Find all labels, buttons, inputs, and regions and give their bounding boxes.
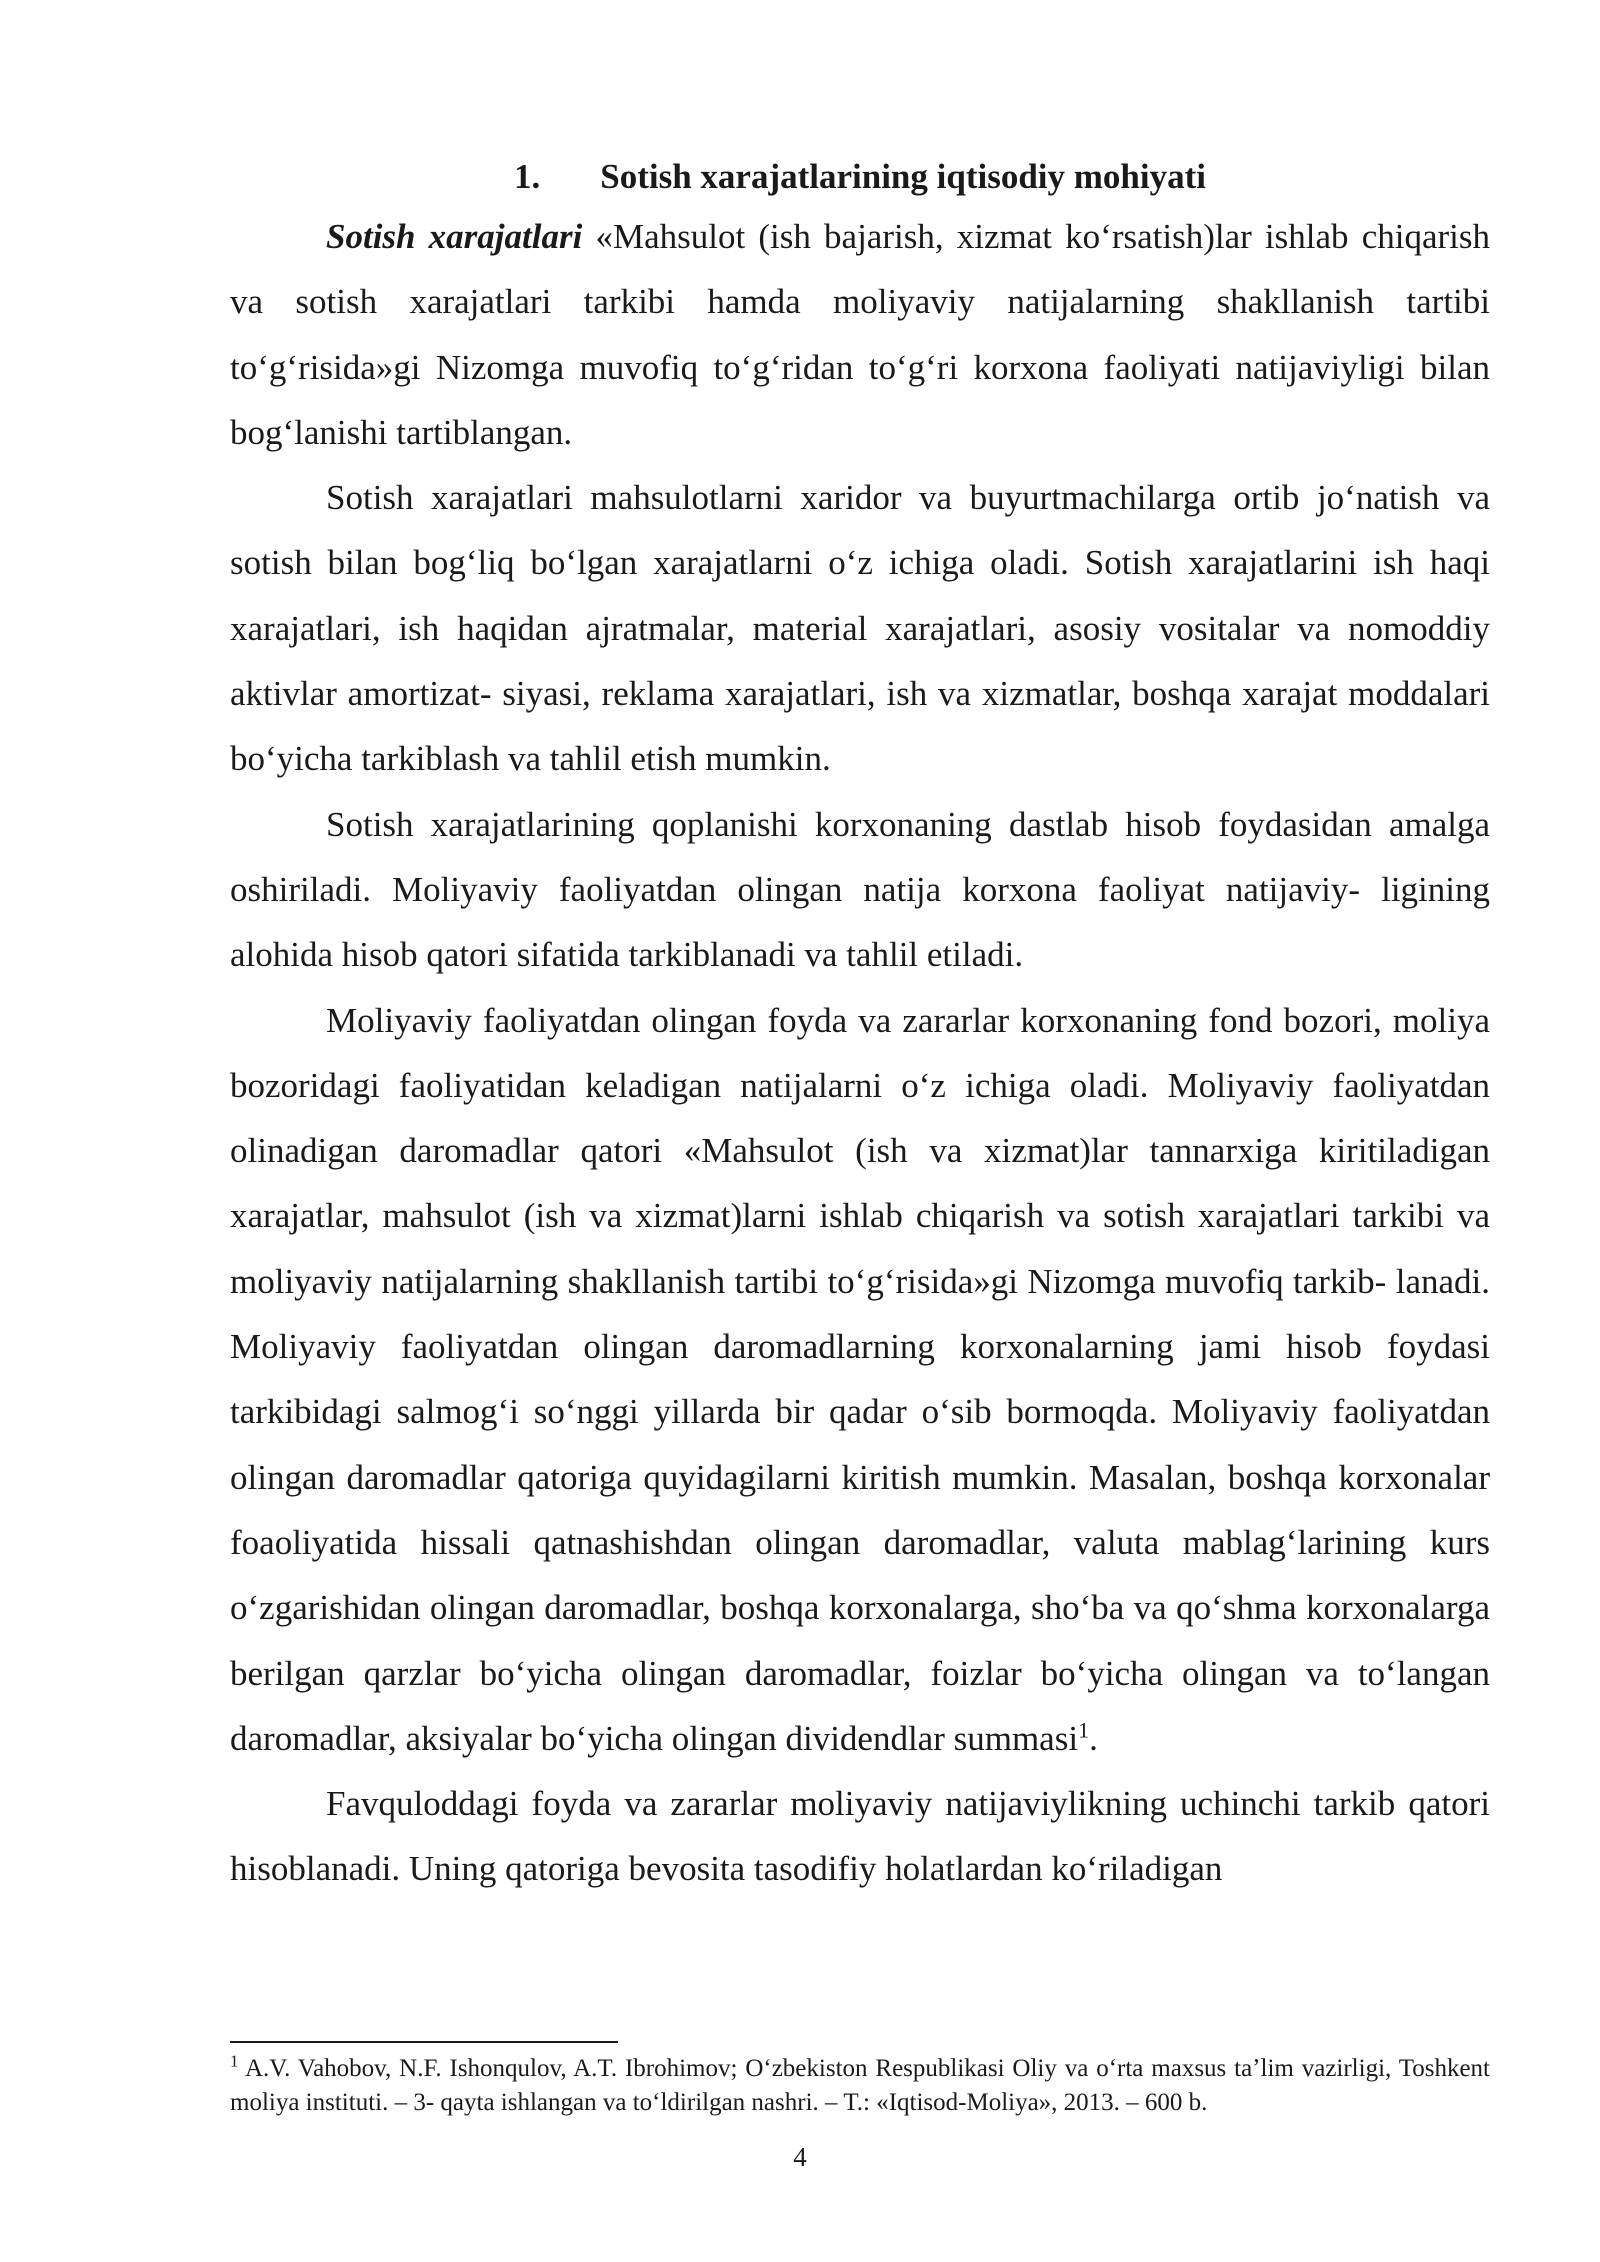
footnote-text: A.V. Vahobov, N.F. Ishonqulov, A.T. Ibrohimov; Oʻzbekiston Respublikasi Oliy va oʻrta maxsus taʼlim vazirligi, Toshkent moliya instituti. – 3- qayta ishlangan va toʻldirilgan nashri. – T.: «Iqtisod-Moliya», 2013. – 600 b.	[230, 2055, 1490, 2116]
paragraph-5: Favquloddagi foyda va zararlar moliyaviy natijaviylikning uchinchi tarkib qatori hisoblanadi. Uning qatoriga bevosita tasodifiy holatlardan koʻriladigan	[230, 1784, 1490, 1889]
footnote-marker: 1	[230, 2051, 239, 2071]
paragraph-2: Sotish xarajatlari mahsulotlarni xaridor va buyurtmachilarga ortib joʻnatish va sotish bilan bogʻliq boʻlgan xarajatlarni oʻz ichiga oladi. Sotish xarajatlarini ish haqi xarajatlari, ish haqidan ajratmalar, material xarajatlari, asosiy vositalar va nomoddiy aktivlar amortizat- siyasi, reklama xarajatlari, ish va xizmatlar, boshqa xarajat moddalari boʻyicha tarkiblash va tahlil etish mumkin.	[230, 478, 1490, 779]
defined-term: Sotish xarajatlari	[326, 217, 583, 256]
paragraph-3: Sotish xarajatlarining qoplanishi korxonaning dastlab hisob foydasidan amalga oshiriladi. Moliyaviy faoliyatdan olingan natija korxona faoliyat natijaviy- ligining alohida hisob qatori sifatida tarkiblanadi va tahlil etiladi.	[230, 804, 1490, 975]
paragraph-4	[230, 988, 1490, 1772]
paragraph-1	[230, 204, 1490, 465]
footnote	[230, 2052, 1490, 2120]
footnote-reference: 1	[1078, 1717, 1090, 1743]
paragraph-4-end: .	[1089, 1718, 1098, 1758]
paragraph-4-text: Moliyaviy faoliyatdan olingan foyda va zararlar korxonaning fond bozori, moliya bozoridagi faoliyatidan keladigan natijalarni oʻz ichiga oladi. Moliyaviy faoliyatdan olinadigan daromadlar qatori «Mahsulot (ish va xizmat)lar tannarxiga kiritiladigan xarajatlar, mahsulot (ish va xizmat)larni ishlab chiqarish va sotish xarajatlari tarkibi va moliyaviy natijalarning shakllanish tartibi toʻgʻrisida»gi Nizomga muvofiq tarkib- lanadi. Moliyaviy faoliyatdan olingan daromadlarning korxonalarning jami hisob foydasi tarkibidagi salmogʻi soʻnggi yillarda bir qadar oʻsib bormoqda. Moliyaviy faoliyatdan olingan daromadlar qatoriga quyidagilarni kiritish mumkin. Masalan, boshqa korxonalar foaoliyatida hissali qatnashishdan olingan daromadlar, valuta mablagʻlarining kurs oʻzgarishidan olingan daromadlar, boshqa korxonalarga, shoʻba va qoʻshma korxonalarga berilgan qarzlar boʻyicha olingan daromadlar, foizlar boʻyicha olingan va toʻlangan daromadlar, aksiyalar boʻyicha olingan dividendlar summasi	[230, 1000, 1490, 1758]
section-number: 1.	[513, 157, 541, 196]
footnote-separator	[230, 2041, 618, 2043]
paragraph-1-text: «Mahsulot (ish bajarish, xizmat koʻrsatish)lar ishlab chiqarish va sotish xarajatlari tarkibi hamda moliyaviy natijalarning shakllanish tartibi toʻgʻrisida»gi Nizomga muvofiq toʻgʻridan toʻgʻri korxona faoliyati natijaviyligi bilan bogʻlanishi tartiblangan.	[230, 217, 1490, 452]
section-heading	[230, 150, 1490, 204]
page-body	[230, 150, 1490, 1902]
page-number: 4	[793, 2142, 807, 2172]
section-title: Sotish xarajatlarining iqtisodiy mohiyati	[600, 157, 1207, 196]
